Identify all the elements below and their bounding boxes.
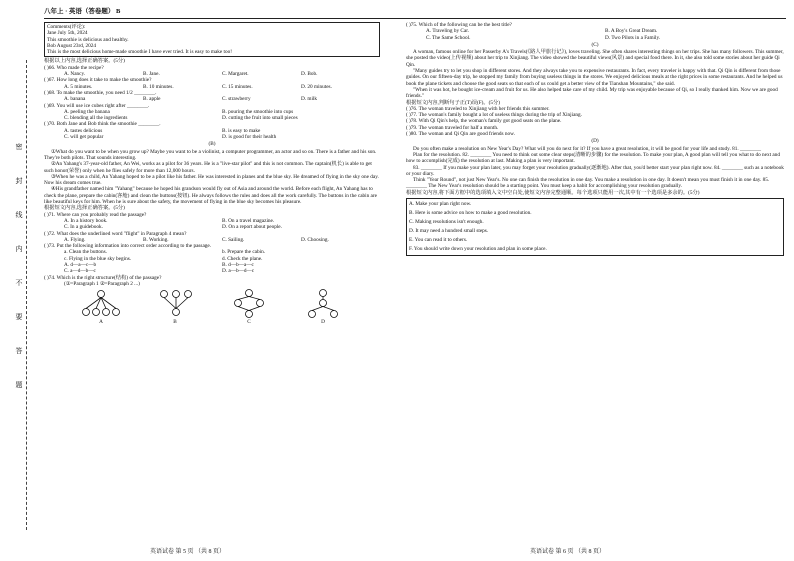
option[interactable]: D. a—b—d—c [222, 268, 255, 275]
tree-diagram-icon [226, 289, 272, 319]
page-header: 八年上 · 英语（答卷题） B [44, 8, 121, 15]
seal-char: 线 [15, 211, 23, 219]
question-stem: ( )66. Who made the recipe? [44, 64, 104, 71]
option[interactable]: C. blending all the ingredients [64, 115, 128, 122]
option[interactable]: D. Choosing. [301, 236, 329, 243]
option-choice: D. It may need a hundred small steps. [409, 228, 489, 235]
option[interactable]: A. banana [64, 96, 86, 103]
order-item: b. Prepare the cabin. [222, 249, 266, 256]
option[interactable]: A. Nancy. [64, 71, 86, 78]
instruction: 根据以上内容,选择正确答案。(5分) [44, 58, 125, 65]
options-box [406, 198, 784, 256]
option-choice: F. You should write down your resolution and plan in some place. [409, 246, 547, 253]
passage-paragraph: Do you often make a resolution on New Year's Day? What will you do next for it? If you have a great resolution, it will be good for your life and study. 81. ________ [413, 145, 761, 152]
comment-line: This is the most delicious home-made smoothie I have ever tried. It is easy to make too! [47, 49, 233, 56]
option[interactable]: D. is good for their health [222, 134, 277, 141]
option[interactable]: A. In a history book. [64, 217, 108, 224]
structure-option-b[interactable] [152, 289, 198, 325]
option[interactable]: C. The Same School. [426, 34, 471, 41]
option[interactable]: C. Sailing. [222, 236, 245, 243]
question-options [64, 268, 380, 274]
structure-diagrams [64, 289, 360, 325]
option[interactable]: D. Bob. [301, 71, 318, 78]
passage-paragraph: Think "Year Round", not just New Year's. No one can finish the resolution in one day. You make a resolution in one day. It doesn't mean you must finish it in one day. 85. ________ The New Year's resolution should be a starting point. You must keep a habit for accomplishing your resolution gradually. [406, 177, 770, 190]
option[interactable]: D. Two Pilots in a Family. [605, 34, 661, 41]
tf-item[interactable]: ( )78. With Qi Qin's help, the woman's family got good seats on the plane. [406, 118, 562, 125]
tree-diagram-icon [152, 289, 198, 319]
question-stem: ( )70. Both Jane and Bob think the smoothie ________. [44, 121, 161, 128]
option[interactable]: A. Flying. [64, 236, 86, 243]
option[interactable]: A. tastes delicious [64, 127, 103, 134]
comment-line: This smoothie is delicious and healthy. [47, 36, 129, 43]
tf-item[interactable]: ( )79. The woman traveled for half a month. [406, 124, 499, 131]
instruction: 根据短文内容,判断句子正(T)误(F)。(5分) [406, 99, 501, 106]
option[interactable]: A. peeling the banana [64, 108, 110, 115]
comment-line: Bob August 23rd, 2024 [47, 42, 97, 49]
seal-char: 题 [15, 381, 23, 389]
option-label: D [321, 319, 325, 326]
option-choice: E. You can read it to others. [409, 237, 468, 244]
question-options [426, 35, 784, 41]
instruction: 根据短文内容,选择正确答案。(5分) [44, 205, 125, 212]
option[interactable]: C. In a guidebook. [64, 224, 103, 231]
question-stem: ( )75. Which of the following can be the best title? [406, 22, 512, 28]
tree-diagram-icon [300, 289, 346, 319]
option-label: C [247, 319, 251, 326]
passage-paragraph: A woman, famous online for her Passerby A's Travels(《路人甲旅行记》), loves traveling. She often shares interesting things on her trips. She has many followers. This summer, she posted the video(上传视频) about her trip to Xinjiang. The video showed the beautiful views(风景) and special food there. In it, she also told some stories about her guide Qi Qin. [406, 49, 784, 68]
question-stem: ( )74. Which is the right structure(结构) of the passage? [44, 274, 162, 281]
right-content [406, 22, 784, 256]
option[interactable]: B. Working. [143, 236, 169, 243]
seal-labels [14, 130, 24, 402]
structure-option-c[interactable] [226, 289, 272, 325]
passage-paragraph: "Many guides try to let you shop in different stores. And they always take you to expensive restaurants. In fact, every traveler is happy with that. Qi Qin is different from those guides. On our fifteen-day trip, he stopped my family from buying useless things in the stores. We enjoyed delicious meals at the right prices in some restaurants. And he helped us book the plane tickets and choose the good seats so that each of us could get a better view of the Tianshan Mountains," she said. [406, 68, 783, 87]
question-stem: ( )69. You will use ice cubes right after ________. [44, 102, 150, 109]
option[interactable]: C. a—d—b—c [64, 268, 96, 275]
question-stem: ( )73. Put the following information into correct order according to the passage. [44, 243, 212, 250]
option[interactable]: D. milk [301, 96, 318, 103]
seal-line [26, 60, 27, 530]
option-choice: C. Making resolutions isn't enough. [409, 219, 484, 226]
comment-line: Jane July 5th, 2024 [47, 30, 88, 37]
question-options [64, 134, 380, 140]
seal-char: 答 [15, 347, 23, 355]
question-options [64, 96, 380, 102]
option[interactable]: C. will get popular [64, 134, 104, 141]
question-note: (①=Paragraph 1 ②=Paragraph 2 ...) [64, 280, 140, 287]
passage-paragraph: Plan for the resolution. 82. ________ You need to think out some clear steps(清晰的步骤) for the resolution. To make your plan, A good plan will tell you what to do next and how to accomplish(完成) the resolution at last. Making a plan is very important. [406, 151, 780, 165]
comments-box [44, 22, 380, 57]
option[interactable]: A. Traveling by Car. [426, 28, 470, 35]
option[interactable]: B. 10 minutes. [143, 83, 174, 90]
seal-char: 密 [15, 143, 23, 151]
order-item: a. Clean the buttons. [64, 249, 108, 256]
tf-item[interactable]: ( )76. The woman traveled to Xinjiang with her friends this summer. [406, 105, 550, 112]
tf-item[interactable]: ( )77. The woman's family bought a lot of useless things during the trip of Xinjiang. [406, 112, 582, 119]
option[interactable]: A. d—a—c—b [64, 261, 97, 268]
comment-line: Comments(评论): [47, 24, 86, 30]
seal-char: 封 [15, 177, 23, 185]
option[interactable]: B. apple [143, 96, 161, 103]
left-content [44, 22, 380, 327]
option[interactable]: B. d—b—a—c [222, 261, 254, 268]
left-footer: 英语试卷 第 5 页 （共 8 页） [150, 549, 226, 555]
option[interactable]: C. 15 minutes. [222, 83, 253, 90]
tf-item[interactable]: ( )80. The woman and Qi Qin are good friends now. [406, 131, 515, 138]
section-heading: (B) [208, 141, 216, 148]
option[interactable]: D. 20 minutes. [301, 83, 332, 90]
order-item: d. Check the plane. [222, 255, 263, 262]
seal-char: 要 [15, 313, 23, 321]
tree-diagram-icon [78, 289, 124, 319]
passage-paragraph: 83. ________ If you make your plan later, you may forget your resolution gradually(逐渐地). After that, you'd better start your plan right now. 84. ________ such as a notebook or your diary. [406, 164, 784, 177]
option[interactable]: D. On a report about people. [222, 224, 282, 231]
option-choice: A. Make your plan right now. [409, 201, 472, 208]
passage-paragraph: ④His grandfather named him "Yahang" because he hoped his grandson would fly out of Asia and around the world. Before each flight, An Yahang has to check the plane, prepare the cabin(客舱) and clean the buttons(按钮). He always follows the rules and does all the work carefully. The buttons in the cabin are like beautiful keys for him. When he is sure about the safety, the movement of flying in the blue sky becomes his pleasure. [44, 186, 377, 206]
option-label: B [173, 319, 177, 326]
question-stem: ( )68. To make the smoothie, you need 1/2 ________. [44, 89, 157, 96]
option[interactable]: D. cutting the fruit into small pieces [222, 115, 298, 122]
option[interactable]: A. 5 minutes. [64, 83, 93, 90]
passage-paragraph: "When it was hot, he bought ice-cream and fruit for us. He also helped take care of my child. My trip was enjoyable because of Qi, so I really thanked him. Now we are good friends." [406, 86, 778, 100]
question-stem: ( )72. What does the underlined word "flight" in Paragraph 4 mean? [44, 230, 187, 237]
question-stem: ( )71. Where can you probably read the passage? [44, 211, 147, 218]
header-rule [44, 18, 786, 19]
instruction: 根据短文内容,将下面方框中的选项填入文中空白处,使短文内容完整通顺。每个选项只能用一次,其中有一个选项是多余的。(5分) [406, 189, 700, 196]
option[interactable]: B. is easy to make [222, 127, 261, 134]
option[interactable]: B. A Boy's Great Dream. [605, 28, 658, 35]
option[interactable]: B. On a travel magazine. [222, 217, 275, 224]
option-label: A [99, 319, 103, 326]
section-heading: (D) [591, 138, 599, 145]
section-heading: (C) [591, 41, 599, 48]
question-stem: ( )67. How long does it take to make the smoothie? [44, 77, 152, 84]
option[interactable]: B. pouring the smoothie into cups [222, 108, 294, 115]
structure-option-d[interactable] [300, 289, 346, 325]
passage-paragraph: ②An Yahang's 37-year-old father, An Wei, works as a pilot for 36 years. He is a "live-star pilot" and this is not common. The captain(机长) is able to get such honor(荣誉) only when he flies safely for more than 12,000 hours. [44, 161, 372, 174]
passage-paragraph: ③When he was a child, An Yahang hoped to be a pilot like his father. He was interested in planes and the blue sky. He dreamed of flying in the sky one day. Now his dream comes true. [44, 173, 379, 187]
option[interactable]: C. strawberry [222, 96, 251, 103]
passage-paragraph: ①What do you want to be when you grow up? Maybe you want to be a violinist, a computer programmer, an actor and so on. There is a father and his son. They're both pilots. That sounds interesting. [44, 148, 377, 161]
seal-char: 内 [15, 245, 23, 253]
right-footer: 英语试卷 第 6 页 （共 8 页） [530, 549, 606, 555]
option-choice: B. Here is some advice on how to make a good resolution. [409, 210, 532, 217]
structure-option-a[interactable] [78, 289, 124, 325]
option[interactable]: B. Jane. [143, 71, 160, 78]
option[interactable]: C. Margaret. [222, 71, 249, 78]
question-options [64, 224, 380, 230]
order-item: c. Flying in the blue sky begins. [64, 255, 132, 262]
seal-char: 不 [15, 279, 23, 287]
